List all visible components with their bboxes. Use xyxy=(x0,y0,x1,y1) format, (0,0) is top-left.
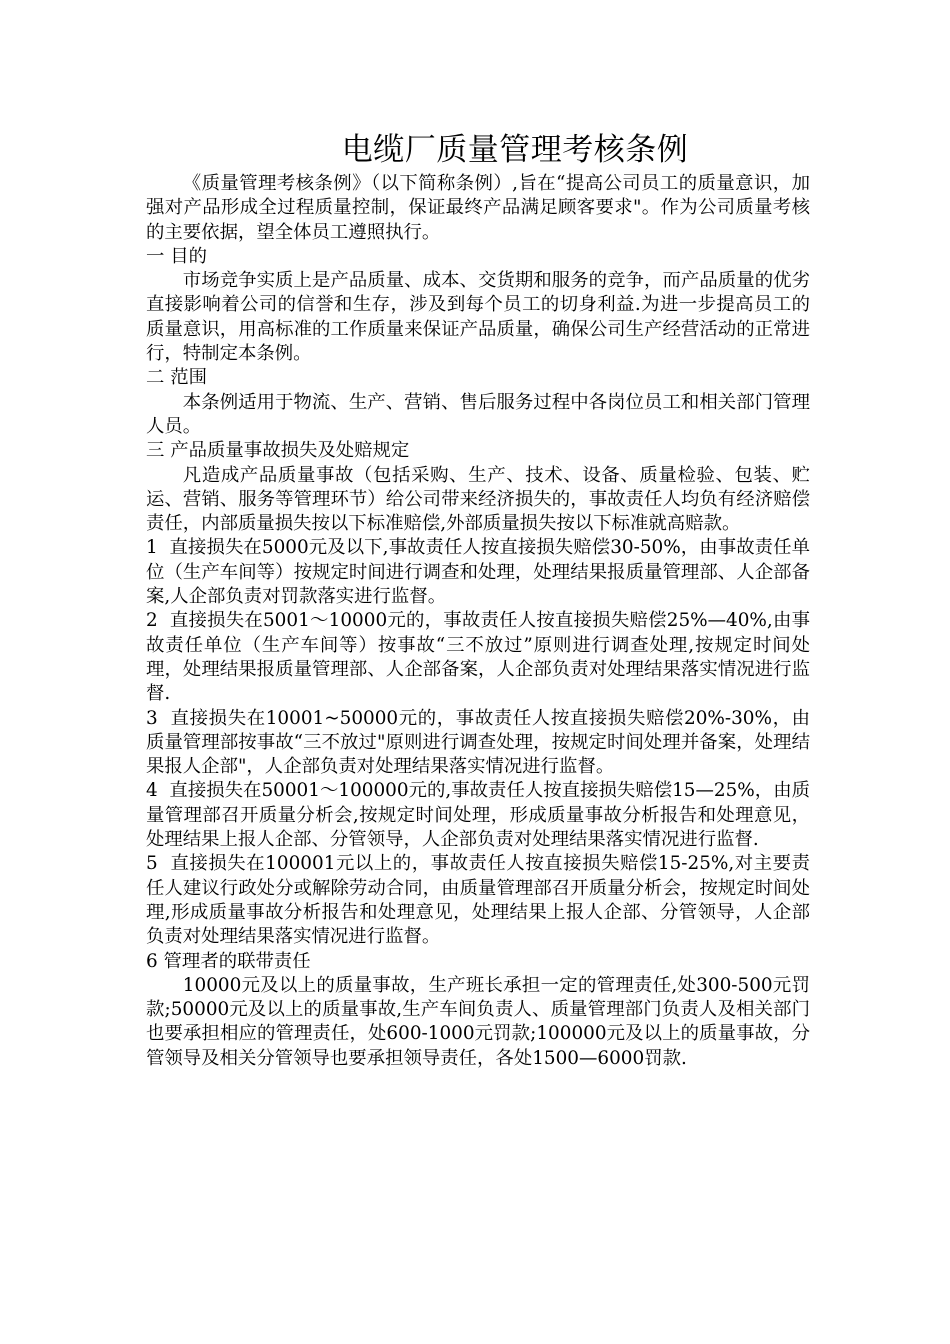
intro-paragraph: 《质量管理考核条例》（以下简称条例）,旨在“提高公司员工的质量意识，加强对产品形成全过程质量控制，保证最终产品满足顾客要求"。作为公司质量考核的主要依据，望全体员工遵照执行。 xyxy=(146,173,810,243)
rule-item-6-body: 10000元及以上的质量事故，生产班长承担一定的管理责任,处300-500元罚款;50000元及以上的质量事故,生产车间负责人、质量管理部门负责人及相关部门也要承担相应的管理责任，处600-1000元罚款;100000元及以上的质量事故，分管领导及相关分管领导也要承担领导责任，各处1500—6000罚款. xyxy=(146,974,810,1069)
document-body xyxy=(146,172,810,1071)
compensation-paragraph: 凡造成产品质量事故（包括采购、生产、技术、设备、质量检验、包装、贮运、营销、服务等管理环节）给公司带来经济损失的，事故责任人均负有经济赔偿责任，内部质量损失按以下标准赔偿,外部质量损失按以下标准就高赔款。 xyxy=(146,464,810,535)
rule-item-3: 3 直接损失在10001~50000元的，事故责任人按直接损失赔偿20%-30%，由质量管理部按事故“三不放过"原则进行调查处理，按规定时间处理并备案，处理结果报人企部"，人企部负责对处理结果落实情况进行监督。 xyxy=(146,707,810,778)
rule-item-4: 4 直接损失在50001～100000元的,事故责任人按直接损失赔偿15—25%，由质量管理部召开质量分析会,按规定时间处理，形成质量事故分析报告和处理意见，处理结果上报人企部、分管领导，人企部负责对处理结果落实情况进行监督. xyxy=(146,780,810,851)
purpose-paragraph: 市场竞争实质上是产品质量、成本、交货期和服务的竞争，而产品质量的优劣直接影响着公司的信誉和生存，涉及到每个员工的切身利益.为进一步提高员工的质量意识，用高标准的工作质量来保证产品质量，确保公司生产经营活动的正常进行，特制定本条例。 xyxy=(146,270,810,365)
scope-paragraph: 本条例适用于物流、生产、营销、售后服务过程中各岗位员工和相关部门管理人员。 xyxy=(146,391,810,437)
section-heading-compensation: 三 产品质量事故损失及处赔规定 xyxy=(146,440,410,462)
rule-item-6-heading: 6 管理者的联带责任 xyxy=(146,950,311,972)
document-title: 电缆厂质量管理考核条例 xyxy=(341,132,689,168)
rule-item-2: 2 直接损失在5001～10000元的，事故责任人按直接损失赔偿25%—40%,由事故责任单位（生产车间等）按事故“三不放过”原则进行调查处理,按规定时间处理，处理结果报质量管理部、人企部备案，人企部负责对处理结果落实情况进行监督. xyxy=(146,610,810,705)
rule-item-1: 1 直接损失在5000元及以下,事故责任人按直接损失赔偿30-50%，由事故责任单位（生产车间等）按规定时间进行调查和处理，处理结果报质量管理部、人企部备案,人企部负责对罚款落实进行监督。 xyxy=(146,537,810,608)
section-heading-purpose: 一 目的 xyxy=(146,245,208,267)
rule-item-5: 5 直接损失在100001元以上的，事故责任人按直接损失赔偿15-25%,对主要责任人建议行政处分或解除劳动合同，由质量管理部召开质量分析会，按规定时间处理,形成质量事故分析报告和处理意见，处理结果上报人企部、分管领导，人企部负责对处理结果落实情况进行监督。 xyxy=(146,853,810,948)
section-heading-scope: 二 范围 xyxy=(146,367,208,389)
